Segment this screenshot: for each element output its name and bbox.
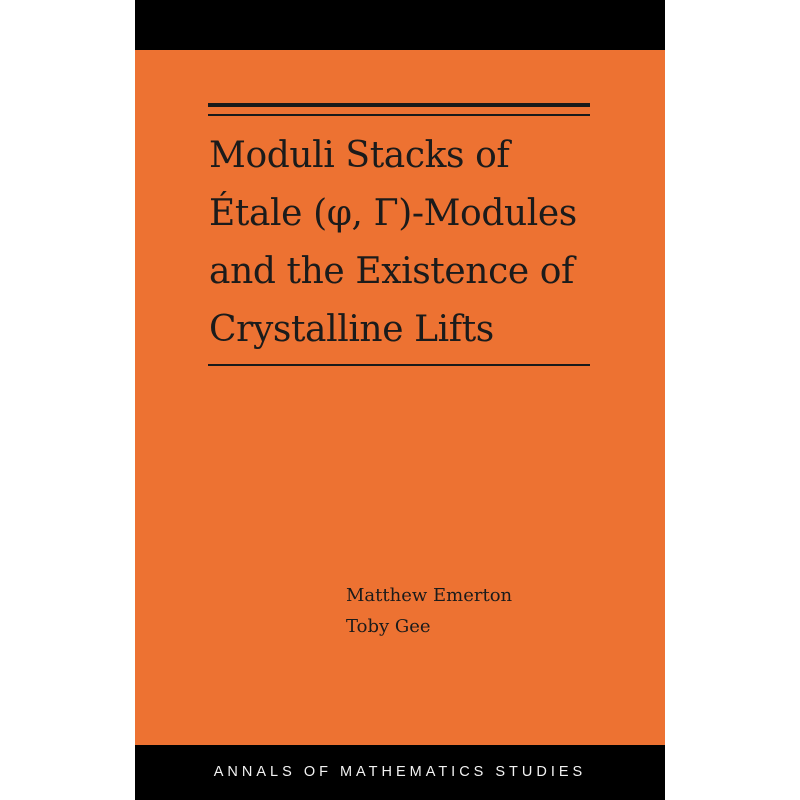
- title-top-rule-thick: [208, 103, 590, 107]
- title-bottom-rule: [208, 364, 590, 366]
- title-line-1: Moduli Stacks of: [209, 135, 510, 176]
- book-cover: [135, 0, 665, 800]
- series-band: [135, 745, 665, 800]
- author-list: [346, 580, 512, 642]
- title-line-4: Crystalline Lifts: [209, 309, 494, 350]
- title-line-2: Étale (φ, Γ)-Modules: [209, 193, 577, 234]
- author-1: Matthew Emerton: [346, 585, 513, 606]
- top-black-band: [135, 0, 665, 50]
- book-title: [209, 127, 629, 359]
- title-top-rule-thin: [208, 114, 590, 116]
- series-name: ANNALS OF MATHEMATICS STUDIES: [213, 764, 587, 780]
- title-line-3: and the Existence of: [209, 251, 574, 292]
- author-2: Toby Gee: [346, 616, 431, 637]
